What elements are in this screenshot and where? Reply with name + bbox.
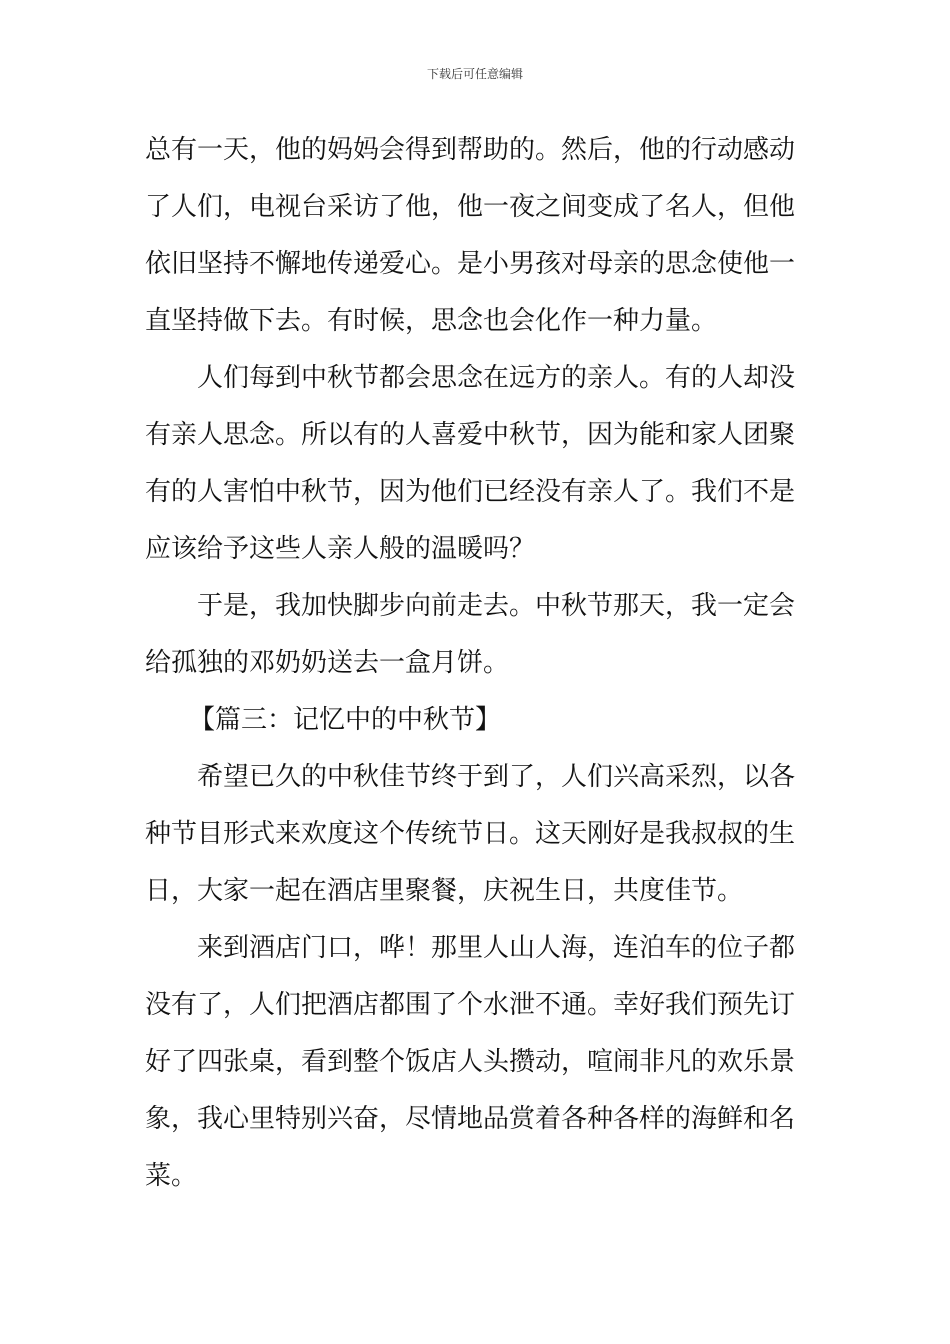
section-heading: 【篇三：记忆中的中秋节】 [189,705,502,735]
text-line: 总有一天，他的妈妈会得到帮助的。然后，他的行动感动 [145,135,796,165]
text-line: 了人们，电视台采访了他，他一夜之间变成了名人，但他 [145,192,796,222]
text-line: 日，大家一起在酒店里聚餐，庆祝生日，共度佳节。 [145,876,744,906]
text-line: 应该给予这些人亲人般的温暖吗？ [145,534,536,564]
text-line: 有亲人思念。所以有的人喜爱中秋节，因为能和家人团聚 [145,420,796,450]
text-line: 有的人害怕中秋节，因为他们已经没有亲人了。我们不是 [145,477,796,507]
text-line: 象，我心里特别兴奋，尽情地品赏着各种各样的海鲜和名 [145,1104,796,1134]
text-line: 好了四张桌，看到整个饭店人头攒动，喧闹非凡的欢乐景 [145,1047,796,1077]
text-line: 菜。 [145,1161,198,1191]
text-line: 种节目形式来欢度这个传统节日。这天刚好是我叔叔的生 [145,819,796,849]
text-line: 依旧坚持不懈地传递爱心。是小男孩对母亲的思念使他一 [145,249,796,279]
paragraph-first-line: 来到酒店门口，哗！那里人山人海，连泊车的位子都 [197,933,796,963]
paragraph-first-line: 希望已久的中秋佳节终于到了，人们兴高采烈，以各 [197,762,796,792]
text-line: 给孤独的邓奶奶送去一盒月饼。 [145,648,510,678]
text-line: 没有了，人们把酒店都围了个水泄不通。幸好我们预先订 [145,990,796,1020]
paragraph-first-line: 人们每到中秋节都会思念在远方的亲人。有的人却没 [197,363,796,393]
text-line: 直坚持做下去。有时候，思念也会化作一种力量。 [145,306,718,336]
paragraph-first-line: 于是，我加快脚步向前走去。中秋节那天，我一定会 [197,591,796,621]
page-header: 下载后可任意编辑 [426,67,523,81]
document-body [145,122,810,1205]
